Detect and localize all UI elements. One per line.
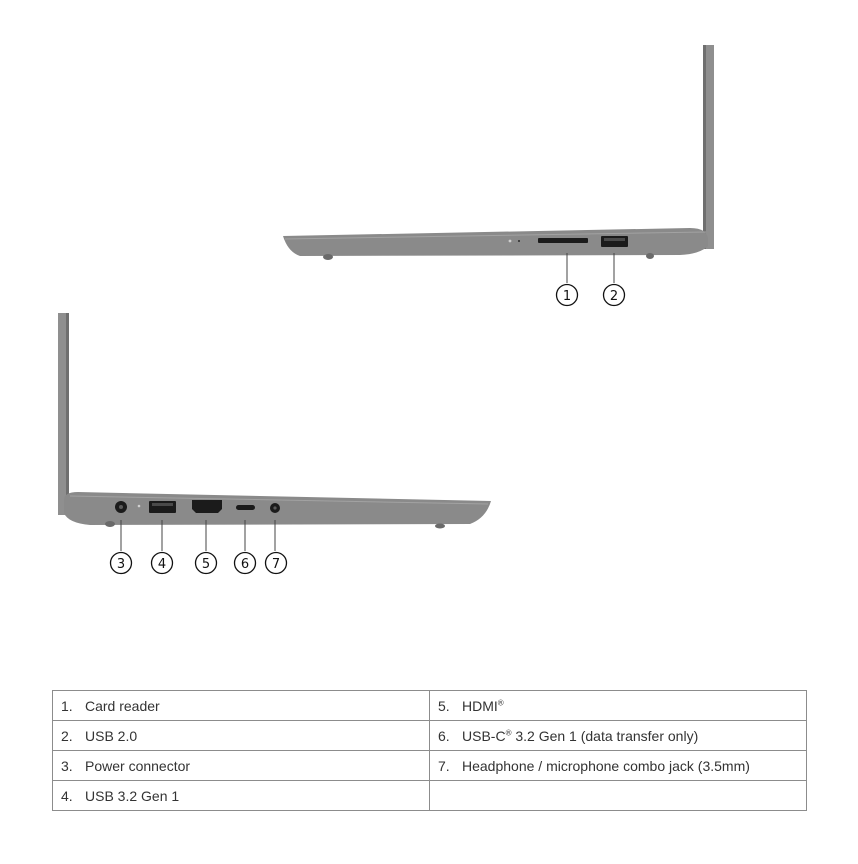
port-cell xyxy=(53,721,430,751)
usb-c-port xyxy=(236,505,255,510)
port-number: 4. xyxy=(61,787,73,804)
callout-7 xyxy=(266,553,287,574)
table-row xyxy=(53,781,807,811)
port-cell xyxy=(53,781,430,811)
port-cell xyxy=(430,751,807,781)
port-number: 1. xyxy=(61,697,73,714)
usb-3-port xyxy=(149,501,176,513)
callout-2 xyxy=(604,285,625,306)
table-row xyxy=(53,691,807,721)
right-side-view xyxy=(283,45,714,283)
port-cell xyxy=(53,691,430,721)
callout-5 xyxy=(196,553,217,574)
callout-1 xyxy=(557,285,578,306)
svg-text:4: 4 xyxy=(157,557,167,572)
port-number: 6. xyxy=(438,727,450,744)
port-label: Headphone / microphone combo jack (3.5mm) xyxy=(462,757,750,774)
card-reader-slot xyxy=(538,238,588,243)
svg-text:7: 7 xyxy=(271,557,281,572)
port-label: HDMI xyxy=(462,697,498,714)
table-row xyxy=(53,721,807,751)
chassis-right xyxy=(283,228,708,256)
ports-table xyxy=(52,690,807,811)
port-label: USB-C xyxy=(462,727,506,744)
port-label: Power connector xyxy=(85,757,191,774)
callout-6 xyxy=(235,553,256,574)
svg-text:2: 2 xyxy=(609,289,619,304)
svg-text:5: 5 xyxy=(201,557,211,572)
port-number: 3. xyxy=(61,757,73,774)
port-number: 5. xyxy=(438,697,450,714)
empty-cell xyxy=(430,781,807,811)
callout-4 xyxy=(152,553,173,574)
port-cell xyxy=(53,751,430,781)
registered-mark: ® xyxy=(505,727,512,737)
port-number: 2. xyxy=(61,727,73,744)
port-cell xyxy=(430,721,807,751)
callout-3 xyxy=(111,553,132,574)
usb-2-port xyxy=(601,236,628,247)
port-number: 7. xyxy=(438,757,450,774)
hdmi-port xyxy=(192,500,222,513)
svg-text:3: 3 xyxy=(116,557,126,572)
port-label: USB 2.0 xyxy=(85,727,138,744)
port-label-rest: 3.2 Gen 1 (data transfer only) xyxy=(511,727,699,744)
table-row xyxy=(53,751,807,781)
svg-text:1: 1 xyxy=(562,289,572,304)
port-cell xyxy=(430,691,807,721)
port-label: USB 3.2 Gen 1 xyxy=(85,787,180,804)
left-side-view xyxy=(58,313,491,551)
svg-text:6: 6 xyxy=(240,557,250,572)
port-label: Card reader xyxy=(85,697,160,714)
registered-mark: ® xyxy=(497,697,504,707)
